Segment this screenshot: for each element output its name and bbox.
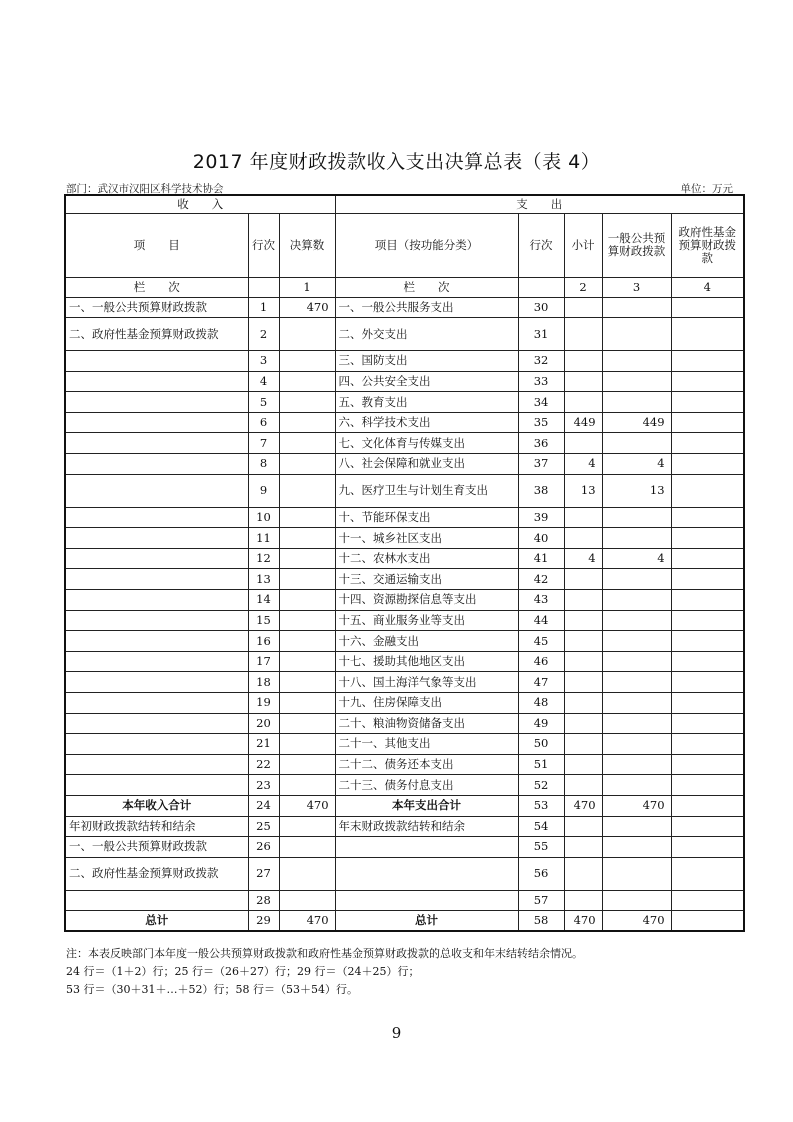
subtotal-value bbox=[564, 610, 602, 631]
note-line: 53 行＝（30＋31＋…＋52）行；58 行＝（53＋54）行。 bbox=[66, 983, 358, 996]
gov-fund-value bbox=[671, 392, 744, 413]
general-budget-value bbox=[602, 816, 671, 837]
gov-fund-value bbox=[671, 433, 744, 454]
table-row bbox=[65, 569, 744, 590]
general-budget-value bbox=[602, 392, 671, 413]
general-budget-value bbox=[602, 318, 671, 351]
income-item bbox=[65, 590, 248, 611]
page-number: 9 bbox=[391, 1024, 402, 1042]
subtotal-value bbox=[564, 507, 602, 528]
expense-item: 三、国防支出 bbox=[335, 351, 518, 372]
income-item bbox=[65, 631, 248, 652]
income-amount bbox=[279, 569, 335, 590]
expense-row-no: 45 bbox=[518, 631, 564, 652]
column-number-1: 1 bbox=[279, 277, 335, 297]
department-label: 部门：武汉市汉阳区科学技术协会 bbox=[66, 183, 224, 195]
income-amount bbox=[279, 754, 335, 775]
expense-row-no: 37 bbox=[518, 454, 564, 475]
general-budget-value bbox=[602, 631, 671, 652]
column-number-3: 3 bbox=[602, 277, 671, 297]
subtotal-value bbox=[564, 775, 602, 796]
income-amount bbox=[279, 548, 335, 569]
income-item bbox=[65, 693, 248, 714]
income-amount bbox=[279, 837, 335, 858]
income-amount bbox=[279, 631, 335, 652]
general-budget-value: 470 bbox=[602, 911, 671, 932]
income-item bbox=[65, 651, 248, 672]
expense-item: 十六、金融支出 bbox=[335, 631, 518, 652]
expense-row-no-header: 行次 bbox=[518, 213, 564, 277]
column-label-2: 栏 次 bbox=[335, 277, 518, 297]
income-row-no: 27 bbox=[248, 857, 279, 890]
func-item-header: 项目（按功能分类） bbox=[335, 213, 518, 277]
table-row bbox=[65, 713, 744, 734]
subtotal-value bbox=[564, 318, 602, 351]
column-label: 栏 次 bbox=[65, 277, 248, 297]
income-amount bbox=[279, 392, 335, 413]
income-amount: 470 bbox=[279, 297, 335, 318]
expense-item: 二十三、债务付息支出 bbox=[335, 775, 518, 796]
gov-fund-value bbox=[671, 775, 744, 796]
income-amount bbox=[279, 816, 335, 837]
income-row-no: 6 bbox=[248, 412, 279, 433]
income-item bbox=[65, 775, 248, 796]
expense-item: 十五、商业服务业等支出 bbox=[335, 610, 518, 631]
table-row bbox=[65, 318, 744, 351]
expense-row-no: 58 bbox=[518, 911, 564, 932]
expense-row-no: 30 bbox=[518, 297, 564, 318]
income-row-no: 16 bbox=[248, 631, 279, 652]
subtotal-value bbox=[564, 816, 602, 837]
gov-fund-value bbox=[671, 672, 744, 693]
expense-item: 十一、城乡社区支出 bbox=[335, 528, 518, 549]
income-row-no: 14 bbox=[248, 590, 279, 611]
income-amount: 470 bbox=[279, 911, 335, 932]
income-row-no: 29 bbox=[248, 911, 279, 932]
income-item bbox=[65, 890, 248, 911]
gov-fund-value bbox=[671, 890, 744, 911]
subtotal-value: 13 bbox=[564, 474, 602, 507]
subtotal-value bbox=[564, 351, 602, 372]
income-row-no: 15 bbox=[248, 610, 279, 631]
general-budget-value: 470 bbox=[602, 795, 671, 816]
table-row bbox=[65, 507, 744, 528]
general-budget-value bbox=[602, 569, 671, 590]
expense-item: 十四、资源勘探信息等支出 bbox=[335, 590, 518, 611]
subtotal-value: 4 bbox=[564, 548, 602, 569]
income-amount bbox=[279, 351, 335, 372]
income-row-no: 8 bbox=[248, 454, 279, 475]
table-row bbox=[65, 433, 744, 454]
general-budget-header: 一般公共预算财政拨款 bbox=[602, 213, 671, 277]
income-item bbox=[65, 433, 248, 454]
income-row-no: 28 bbox=[248, 890, 279, 911]
income-row-no: 22 bbox=[248, 754, 279, 775]
expense-item: 本年支出合计 bbox=[335, 795, 518, 816]
income-row-no: 5 bbox=[248, 392, 279, 413]
page-title: 2017 年度财政拨款收入支出决算总表（表 4） bbox=[192, 151, 601, 173]
gov-fund-value bbox=[671, 734, 744, 755]
income-amount bbox=[279, 318, 335, 351]
subtotal-value bbox=[564, 672, 602, 693]
general-budget-value bbox=[602, 734, 671, 755]
income-amount bbox=[279, 454, 335, 475]
general-budget-value: 4 bbox=[602, 548, 671, 569]
gov-fund-value bbox=[671, 795, 744, 816]
expense-row-no: 36 bbox=[518, 433, 564, 454]
income-row-no: 18 bbox=[248, 672, 279, 693]
expense-row-no: 38 bbox=[518, 474, 564, 507]
gov-fund-value bbox=[671, 297, 744, 318]
subtotal-value bbox=[564, 713, 602, 734]
income-amount bbox=[279, 775, 335, 796]
expense-row-no: 47 bbox=[518, 672, 564, 693]
expense-item: 二十一、其他支出 bbox=[335, 734, 518, 755]
table-row bbox=[65, 297, 744, 318]
amount-header: 决算数 bbox=[279, 213, 335, 277]
table-row bbox=[65, 528, 744, 549]
income-row-no: 10 bbox=[248, 507, 279, 528]
subtotal-value bbox=[564, 857, 602, 890]
income-item bbox=[65, 412, 248, 433]
gov-fund-value bbox=[671, 651, 744, 672]
gov-fund-value bbox=[671, 631, 744, 652]
expense-item: 十、节能环保支出 bbox=[335, 507, 518, 528]
column-number-4: 4 bbox=[671, 277, 744, 297]
table-row bbox=[65, 775, 744, 796]
income-item bbox=[65, 474, 248, 507]
expense-row-no: 51 bbox=[518, 754, 564, 775]
subtotal-value bbox=[564, 569, 602, 590]
subtotal-value bbox=[564, 433, 602, 454]
income-item bbox=[65, 672, 248, 693]
income-row-no: 21 bbox=[248, 734, 279, 755]
income-amount bbox=[279, 610, 335, 631]
income-item: 年初财政拨款结转和结余 bbox=[65, 816, 248, 837]
table-row bbox=[65, 816, 744, 837]
expense-item: 六、科学技术支出 bbox=[335, 412, 518, 433]
expense-row-no: 52 bbox=[518, 775, 564, 796]
income-amount bbox=[279, 672, 335, 693]
general-budget-value bbox=[602, 351, 671, 372]
expense-item: 十九、住房保障支出 bbox=[335, 693, 518, 714]
general-budget-value bbox=[602, 610, 671, 631]
subtotal-value: 4 bbox=[564, 454, 602, 475]
expense-item: 一、一般公共服务支出 bbox=[335, 297, 518, 318]
subtotal-value bbox=[564, 297, 602, 318]
general-budget-value bbox=[602, 433, 671, 454]
table-row bbox=[65, 693, 744, 714]
gov-fund-value bbox=[671, 548, 744, 569]
income-item-header: 项 目 bbox=[65, 213, 248, 277]
expense-item: 年末财政拨款结转和结余 bbox=[335, 816, 518, 837]
income-amount bbox=[279, 734, 335, 755]
income-item: 一、一般公共预算财政拨款 bbox=[65, 837, 248, 858]
general-budget-value bbox=[602, 693, 671, 714]
note-line: 注：本表反映部门本年度一般公共预算财政拨款和政府性基金预算财政拨款的总收支和年末结转结余情况。 bbox=[66, 947, 583, 960]
income-item bbox=[65, 548, 248, 569]
expense-row-no: 31 bbox=[518, 318, 564, 351]
table-row bbox=[65, 610, 744, 631]
general-budget-value bbox=[602, 528, 671, 549]
general-budget-value bbox=[602, 713, 671, 734]
income-amount bbox=[279, 412, 335, 433]
table-row bbox=[65, 672, 744, 693]
table-row bbox=[65, 890, 744, 911]
income-item: 总计 bbox=[65, 911, 248, 932]
subtotal-value bbox=[564, 734, 602, 755]
table-row bbox=[65, 371, 744, 392]
income-item: 二、政府性基金预算财政拨款 bbox=[65, 318, 248, 351]
table-row bbox=[65, 474, 744, 507]
income-row-no: 7 bbox=[248, 433, 279, 454]
income-item bbox=[65, 569, 248, 590]
income-item bbox=[65, 754, 248, 775]
expense-item: 二十二、债务还本支出 bbox=[335, 754, 518, 775]
general-budget-value bbox=[602, 371, 671, 392]
income-row-no: 25 bbox=[248, 816, 279, 837]
general-budget-value bbox=[602, 507, 671, 528]
expense-row-no: 33 bbox=[518, 371, 564, 392]
general-budget-value bbox=[602, 775, 671, 796]
table-row bbox=[65, 351, 744, 372]
income-item bbox=[65, 507, 248, 528]
income-item bbox=[65, 392, 248, 413]
subtotal-value: 470 bbox=[564, 911, 602, 932]
income-amount bbox=[279, 371, 335, 392]
expense-row-no: 34 bbox=[518, 392, 564, 413]
gov-fund-value bbox=[671, 507, 744, 528]
expense-item: 五、教育支出 bbox=[335, 392, 518, 413]
income-row-no: 13 bbox=[248, 569, 279, 590]
income-amount bbox=[279, 693, 335, 714]
expense-item bbox=[335, 837, 518, 858]
table-row bbox=[65, 631, 744, 652]
expense-item: 十八、国土海洋气象等支出 bbox=[335, 672, 518, 693]
income-amount bbox=[279, 890, 335, 911]
expense-item: 十七、援助其他地区支出 bbox=[335, 651, 518, 672]
expense-header: 支 出 bbox=[335, 195, 744, 213]
table-row bbox=[65, 911, 744, 932]
expense-row-no: 43 bbox=[518, 590, 564, 611]
general-budget-value bbox=[602, 297, 671, 318]
expense-item bbox=[335, 857, 518, 890]
table-row bbox=[65, 392, 744, 413]
income-amount bbox=[279, 528, 335, 549]
income-row-no: 3 bbox=[248, 351, 279, 372]
general-budget-value bbox=[602, 890, 671, 911]
expense-item: 二、外交支出 bbox=[335, 318, 518, 351]
gov-fund-header: 政府性基金预算财政拨款 bbox=[671, 213, 744, 277]
income-amount bbox=[279, 507, 335, 528]
income-amount bbox=[279, 590, 335, 611]
table-row bbox=[65, 795, 744, 816]
income-item bbox=[65, 528, 248, 549]
expense-item bbox=[335, 890, 518, 911]
gov-fund-value bbox=[671, 693, 744, 714]
income-row-no: 2 bbox=[248, 318, 279, 351]
gov-fund-value bbox=[671, 318, 744, 351]
gov-fund-value bbox=[671, 713, 744, 734]
expense-item: 总计 bbox=[335, 911, 518, 932]
expense-row-no: 48 bbox=[518, 693, 564, 714]
column-number-2: 2 bbox=[564, 277, 602, 297]
subtotal-value bbox=[564, 590, 602, 611]
general-budget-value bbox=[602, 651, 671, 672]
income-row-no: 20 bbox=[248, 713, 279, 734]
income-header: 收 入 bbox=[65, 195, 335, 213]
income-row-no: 12 bbox=[248, 548, 279, 569]
expense-item: 十二、农林水支出 bbox=[335, 548, 518, 569]
general-budget-value bbox=[602, 672, 671, 693]
gov-fund-value bbox=[671, 837, 744, 858]
gov-fund-value bbox=[671, 474, 744, 507]
income-amount bbox=[279, 857, 335, 890]
income-row-no: 26 bbox=[248, 837, 279, 858]
general-budget-value bbox=[602, 857, 671, 890]
expense-row-no: 42 bbox=[518, 569, 564, 590]
income-item bbox=[65, 371, 248, 392]
income-row-no: 24 bbox=[248, 795, 279, 816]
income-row-no: 11 bbox=[248, 528, 279, 549]
gov-fund-value bbox=[671, 754, 744, 775]
subtotal-value bbox=[564, 754, 602, 775]
subtotal-value: 449 bbox=[564, 412, 602, 433]
table-row bbox=[65, 454, 744, 475]
income-item bbox=[65, 351, 248, 372]
income-row-no: 9 bbox=[248, 474, 279, 507]
table-row bbox=[65, 548, 744, 569]
table-row bbox=[65, 651, 744, 672]
income-row-no: 4 bbox=[248, 371, 279, 392]
expense-row-no: 53 bbox=[518, 795, 564, 816]
table-row bbox=[65, 857, 744, 890]
income-item: 一、一般公共预算财政拨款 bbox=[65, 297, 248, 318]
expense-item: 十三、交通运输支出 bbox=[335, 569, 518, 590]
subtotal-value bbox=[564, 528, 602, 549]
income-row-no: 23 bbox=[248, 775, 279, 796]
subtotal-value bbox=[564, 890, 602, 911]
income-amount bbox=[279, 713, 335, 734]
subtotal-value bbox=[564, 651, 602, 672]
subtotal-value bbox=[564, 837, 602, 858]
general-budget-value bbox=[602, 590, 671, 611]
general-budget-value bbox=[602, 837, 671, 858]
expense-row-no: 49 bbox=[518, 713, 564, 734]
expense-item: 四、公共安全支出 bbox=[335, 371, 518, 392]
subtotal-value: 470 bbox=[564, 795, 602, 816]
subtotal-value bbox=[564, 371, 602, 392]
gov-fund-value bbox=[671, 528, 744, 549]
table-row bbox=[65, 412, 744, 433]
appropriation-table bbox=[64, 194, 745, 932]
gov-fund-value bbox=[671, 911, 744, 932]
expense-row-no: 39 bbox=[518, 507, 564, 528]
income-amount: 470 bbox=[279, 795, 335, 816]
expense-row-no: 50 bbox=[518, 734, 564, 755]
subtotal-value bbox=[564, 392, 602, 413]
income-item bbox=[65, 713, 248, 734]
income-item bbox=[65, 454, 248, 475]
income-item: 本年收入合计 bbox=[65, 795, 248, 816]
income-row-no: 19 bbox=[248, 693, 279, 714]
expense-row-no: 40 bbox=[518, 528, 564, 549]
table-row bbox=[65, 837, 744, 858]
income-row-no: 1 bbox=[248, 297, 279, 318]
expense-row-no: 35 bbox=[518, 412, 564, 433]
unit-label: 单位：万元 bbox=[680, 183, 733, 195]
income-amount bbox=[279, 433, 335, 454]
table-row bbox=[65, 734, 744, 755]
gov-fund-value bbox=[671, 412, 744, 433]
expense-item: 八、社会保障和就业支出 bbox=[335, 454, 518, 475]
gov-fund-value bbox=[671, 590, 744, 611]
income-item bbox=[65, 734, 248, 755]
subtotal-value bbox=[564, 631, 602, 652]
expense-row-no: 44 bbox=[518, 610, 564, 631]
expense-item: 九、医疗卫生与计划生育支出 bbox=[335, 474, 518, 507]
general-budget-value: 449 bbox=[602, 412, 671, 433]
general-budget-value: 4 bbox=[602, 454, 671, 475]
expense-row-no: 57 bbox=[518, 890, 564, 911]
gov-fund-value bbox=[671, 816, 744, 837]
income-amount bbox=[279, 474, 335, 507]
expense-row-no: 32 bbox=[518, 351, 564, 372]
subtotal-header: 小计 bbox=[564, 213, 602, 277]
subtotal-value bbox=[564, 693, 602, 714]
gov-fund-value bbox=[671, 610, 744, 631]
gov-fund-value bbox=[671, 857, 744, 890]
notes bbox=[66, 945, 583, 999]
general-budget-value bbox=[602, 754, 671, 775]
income-item: 二、政府性基金预算财政拨款 bbox=[65, 857, 248, 890]
note-line: 24 行＝（1＋2）行；25 行＝（26＋27）行；29 行＝（24＋25）行； bbox=[66, 965, 420, 978]
table-row bbox=[65, 754, 744, 775]
income-row-no: 17 bbox=[248, 651, 279, 672]
gov-fund-value bbox=[671, 371, 744, 392]
gov-fund-value bbox=[671, 351, 744, 372]
table-row bbox=[65, 590, 744, 611]
expense-item: 二十、粮油物资储备支出 bbox=[335, 713, 518, 734]
expense-row-no: 46 bbox=[518, 651, 564, 672]
general-budget-value: 13 bbox=[602, 474, 671, 507]
gov-fund-value bbox=[671, 569, 744, 590]
income-item bbox=[65, 610, 248, 631]
expense-item: 七、文化体育与传媒支出 bbox=[335, 433, 518, 454]
expense-row-no: 55 bbox=[518, 837, 564, 858]
expense-row-no: 54 bbox=[518, 816, 564, 837]
expense-row-no: 56 bbox=[518, 857, 564, 890]
gov-fund-value bbox=[671, 454, 744, 475]
expense-row-no: 41 bbox=[518, 548, 564, 569]
income-amount bbox=[279, 651, 335, 672]
income-row-no-header: 行次 bbox=[248, 213, 279, 277]
